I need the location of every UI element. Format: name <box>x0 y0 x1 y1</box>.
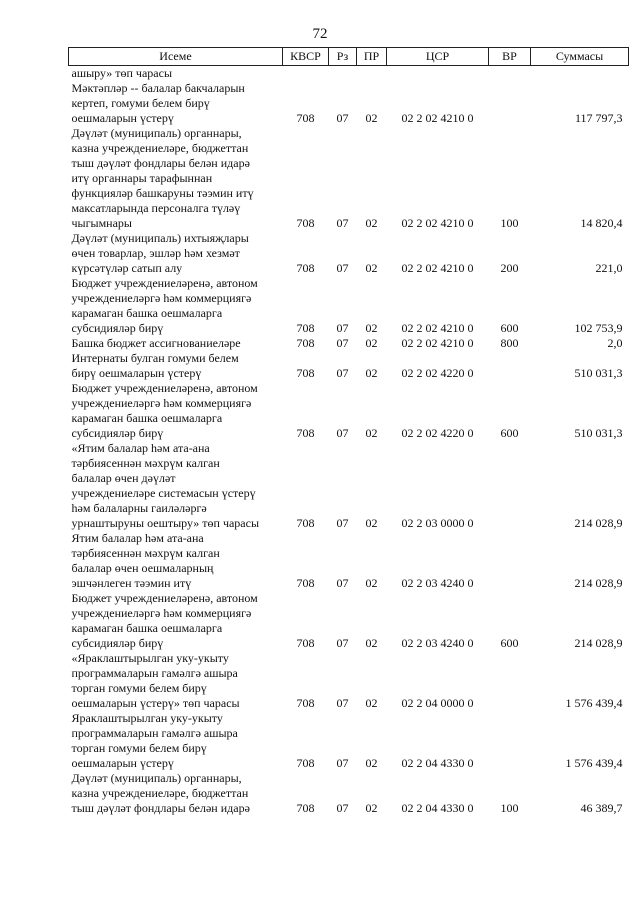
header-name: Исеме <box>69 48 283 66</box>
row-sum: 214 028,9 <box>574 516 623 530</box>
row-kvsr: 708 <box>296 756 315 770</box>
row-name-line: учреждениеләргә һәм коммерциягә <box>71 396 252 410</box>
row-vr <box>489 351 531 381</box>
row-csr: 02 2 02 4210 0 <box>401 111 474 125</box>
row-sum: 510 031,3 <box>574 426 623 440</box>
row-name-line: субсидияләр бирү <box>71 636 164 650</box>
row-kvsr: 708 <box>296 261 315 275</box>
row-name-line: Бюджет учреждениеләренә, автоном <box>71 276 258 290</box>
budget-table <box>68 47 629 816</box>
row-vr <box>489 651 531 711</box>
row-sum: 1 576 439,4 <box>565 696 623 710</box>
row-rz: 07 <box>336 216 349 230</box>
row-pr: 02 <box>365 336 378 350</box>
row-pr: 02 <box>365 111 378 125</box>
row-name <box>69 771 283 816</box>
row-csr: 02 2 02 4210 0 <box>401 261 474 275</box>
row-kvsr: 708 <box>296 636 315 650</box>
row-name <box>69 591 283 651</box>
header-pr: ПР <box>357 48 387 66</box>
row-name-line: «Яраклаштырылган уку-укыту <box>71 651 229 665</box>
table-row <box>69 126 629 231</box>
row-csr: 02 2 03 0000 0 <box>401 516 474 530</box>
row-name <box>69 651 283 711</box>
row-sum: 46 389,7 <box>580 801 623 815</box>
row-name <box>69 231 283 276</box>
row-csr: 02 2 02 4220 0 <box>401 426 474 440</box>
row-name-line: максатларында персоналга түләү <box>71 201 241 215</box>
row-name-line: Мәктәпләр -- балалар бакчаларын <box>71 81 245 95</box>
row-name-line: балалар өчен оешмаларның <box>71 561 214 575</box>
row-name-line: Яраклаштырылган уку-укыту <box>71 711 223 725</box>
row-name-line: программаларын гамәлгә ашыра <box>71 666 238 680</box>
row-csr: 02 2 04 4330 0 <box>401 801 474 815</box>
row-pr: 02 <box>365 366 378 380</box>
row-kvsr: 708 <box>296 576 315 590</box>
row-sum: 1 576 439,4 <box>565 756 623 770</box>
row-name-line: функцияләр башкаруны тәэмин итү <box>71 186 254 200</box>
row-name-line: субсидияләр бирү <box>71 426 164 440</box>
row-csr: 02 2 02 4220 0 <box>401 366 474 380</box>
row-rz: 07 <box>336 516 349 530</box>
row-csr <box>387 66 489 82</box>
table-row <box>69 441 629 531</box>
row-name-line: һәм балаларны гаиләләргә <box>71 501 207 515</box>
row-kvsr: 708 <box>296 336 315 350</box>
row-pr: 02 <box>365 426 378 440</box>
row-vr: 100 <box>500 801 519 815</box>
row-vr: 600 <box>500 636 519 650</box>
row-name-line: программаларын гамәлгә ашыра <box>71 726 238 740</box>
row-name-line: тәрбиясеннән мәхрүм калган <box>71 456 220 470</box>
row-pr: 02 <box>365 696 378 710</box>
row-csr: 02 2 04 4330 0 <box>401 756 474 770</box>
row-name-line: учреждениеләре системасын үстерү <box>71 486 256 500</box>
row-vr <box>489 81 531 126</box>
row-csr: 02 2 03 4240 0 <box>401 576 474 590</box>
row-name <box>69 126 283 231</box>
row-kvsr: 708 <box>296 696 315 710</box>
header-vr: ВР <box>489 48 531 66</box>
row-sum: 2,0 <box>607 336 623 350</box>
row-rz: 07 <box>336 366 349 380</box>
table-row <box>69 81 629 126</box>
row-kvsr: 708 <box>296 426 315 440</box>
row-rz <box>329 66 357 82</box>
row-name-line: өчен товарлар, эшләр һәм хезмәт <box>71 246 240 260</box>
row-name-line: оешмаларын үстерү <box>71 756 174 770</box>
row-name-line: карамаган башка оешмаларга <box>71 306 223 320</box>
row-sum: 510 031,3 <box>574 366 623 380</box>
row-name-line: Бюджет учреждениеләренә, автоном <box>71 591 258 605</box>
row-rz: 07 <box>336 426 349 440</box>
row-name-line: «Ятим балалар һәм ата-ана <box>71 441 210 455</box>
row-sum: 14 820,4 <box>580 216 623 230</box>
row-name-line: карамаган башка оешмаларга <box>71 621 223 635</box>
row-vr: 600 <box>500 426 519 440</box>
row-kvsr: 708 <box>296 111 315 125</box>
row-name-line: оешмаларын үстерү <box>71 111 174 125</box>
row-kvsr: 708 <box>296 801 315 815</box>
row-name-line: күрсәтүләр сатып алу <box>71 261 183 275</box>
row-name-line: Ятим балалар һәм ата-ана <box>71 531 204 545</box>
row-vr: 600 <box>500 321 519 335</box>
row-pr: 02 <box>365 801 378 815</box>
row-name-line: оешмаларын үстерү» төп чарасы <box>71 696 240 710</box>
row-name-line: торган гомуми белем бирү <box>71 681 207 695</box>
row-name-line: балалар өчен дәүләт <box>71 471 176 485</box>
row-vr <box>489 531 531 591</box>
row-name-line: Интернаты булган гомуми белем <box>71 351 239 365</box>
row-name-line: бирү оешмаларын үстерү <box>71 366 202 380</box>
row-name-line: тыш дәүләт фондлары белән идарә <box>71 801 250 815</box>
table-row <box>69 276 629 336</box>
row-vr: 800 <box>500 336 519 350</box>
row-pr: 02 <box>365 576 378 590</box>
table-header-row <box>69 48 629 66</box>
row-kvsr <box>283 66 329 82</box>
row-name-line: Дәүләт (муниципаль) органнары, <box>71 771 242 785</box>
row-kvsr: 708 <box>296 216 315 230</box>
row-name-line: Бюджет учреждениеләренә, автоном <box>71 381 258 395</box>
table-row <box>69 531 629 591</box>
table-row <box>69 351 629 381</box>
row-name-line: итү органнары тарафыннан <box>71 171 213 185</box>
row-name-line: казна учреждениеләре, бюджеттан <box>71 786 249 800</box>
row-name <box>69 381 283 441</box>
row-rz: 07 <box>336 801 349 815</box>
row-sum: 102 753,9 <box>574 321 623 335</box>
row-vr: 200 <box>500 261 519 275</box>
row-sum <box>531 66 629 82</box>
row-name-line: Башка бюджет ассигнованиеләре <box>71 336 241 350</box>
row-name <box>69 81 283 126</box>
row-pr: 02 <box>365 261 378 275</box>
row-pr: 02 <box>365 516 378 530</box>
table-body <box>69 66 629 817</box>
row-pr <box>357 66 387 82</box>
header-csr: ЦСР <box>387 48 489 66</box>
row-name-line: субсидияләр бирү <box>71 321 164 335</box>
row-rz: 07 <box>336 321 349 335</box>
row-kvsr: 708 <box>296 516 315 530</box>
row-name <box>69 336 283 351</box>
row-csr: 02 2 03 4240 0 <box>401 636 474 650</box>
row-vr: 100 <box>500 216 519 230</box>
table-row <box>69 771 629 816</box>
row-name <box>69 711 283 771</box>
row-name <box>69 276 283 336</box>
row-name <box>69 531 283 591</box>
table-row <box>69 591 629 651</box>
row-csr: 02 2 02 4210 0 <box>401 321 474 335</box>
table-row <box>69 231 629 276</box>
row-name-line: тыш дәүләт фондлары белән идарә <box>71 156 250 170</box>
row-pr: 02 <box>365 216 378 230</box>
row-kvsr: 708 <box>296 321 315 335</box>
row-name <box>69 351 283 381</box>
row-name-line: торган гомуми белем бирү <box>71 741 207 755</box>
table-row <box>69 336 629 351</box>
row-sum: 214 028,9 <box>574 576 623 590</box>
row-name-line: тәрбиясеннән мәхрүм калган <box>71 546 220 560</box>
row-name-line: эшчәнлеген тәэмин итү <box>71 576 192 590</box>
row-csr: 02 2 02 4210 0 <box>401 336 474 350</box>
row-name-line: учреждениеләргә һәм коммерциягә <box>71 291 252 305</box>
row-name <box>69 66 283 82</box>
table-row <box>69 651 629 711</box>
row-name-line: Дәүләт (муниципаль) органнары, <box>71 126 242 140</box>
row-vr <box>489 711 531 771</box>
row-rz: 07 <box>336 261 349 275</box>
row-pr: 02 <box>365 636 378 650</box>
row-name-line: чыгымнары <box>71 216 132 230</box>
row-sum: 117 797,3 <box>574 111 623 125</box>
row-name-line: кертеп, гомуми белем бирү <box>71 96 210 110</box>
row-kvsr: 708 <box>296 366 315 380</box>
row-name-line: карамаган башка оешмаларга <box>71 411 223 425</box>
row-csr: 02 2 04 0000 0 <box>401 696 474 710</box>
header-kvsr: КВСР <box>283 48 329 66</box>
header-rz: Рз <box>329 48 357 66</box>
table-row <box>69 381 629 441</box>
row-name-line: казна учреждениеләре, бюджеттан <box>71 141 249 155</box>
page-number: 72 <box>312 26 328 42</box>
row-rz: 07 <box>336 696 349 710</box>
row-name-line: Дәүләт (муниципаль) ихтыяҗлары <box>71 231 249 245</box>
row-rz: 07 <box>336 756 349 770</box>
row-sum: 214 028,9 <box>574 636 623 650</box>
row-sum: 221,0 <box>595 261 623 275</box>
row-csr: 02 2 02 4210 0 <box>401 216 474 230</box>
row-name-line: урнаштыруны оештыру» төп чарасы <box>71 516 260 530</box>
row-name <box>69 441 283 531</box>
row-rz: 07 <box>336 636 349 650</box>
row-vr <box>489 441 531 531</box>
row-name-line: учреждениеләргә һәм коммерциягә <box>71 606 252 620</box>
row-pr: 02 <box>365 756 378 770</box>
row-rz: 07 <box>336 336 349 350</box>
table-row <box>69 711 629 771</box>
row-vr <box>489 66 531 82</box>
row-rz: 07 <box>336 576 349 590</box>
row-name-line: ашыру» төп чарасы <box>71 66 173 80</box>
table-row <box>69 66 629 82</box>
header-sum: Суммасы <box>531 48 629 66</box>
row-rz: 07 <box>336 111 349 125</box>
row-pr: 02 <box>365 321 378 335</box>
